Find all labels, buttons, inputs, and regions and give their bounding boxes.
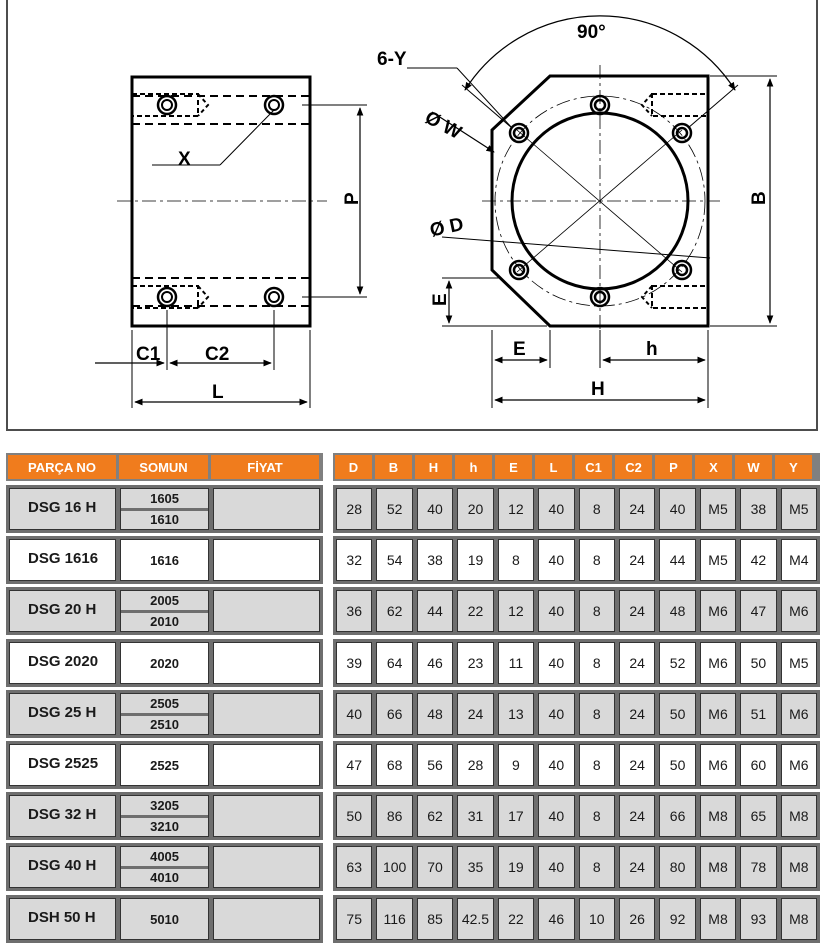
left-table-header [6, 453, 323, 481]
value-w: 51 [740, 693, 776, 735]
nut-code-cell [120, 744, 208, 786]
table-row-values [333, 895, 820, 943]
value-w: 93 [740, 898, 776, 940]
value-c1: 8 [579, 693, 615, 735]
value-c2: 24 [619, 846, 655, 888]
value-y: M8 [781, 898, 817, 940]
value-c1: 8 [579, 590, 615, 632]
side-view-body [132, 77, 310, 326]
value-c2: 24 [619, 642, 655, 684]
value-w: 65 [740, 795, 776, 837]
value-d: 47 [336, 744, 372, 786]
value-w: 60 [740, 744, 776, 786]
nut-code: 2505 [121, 694, 207, 716]
price-cell[interactable] [213, 488, 320, 530]
part-number: DSG 40 H [9, 846, 116, 888]
value-c1: 8 [579, 539, 615, 581]
table-row-values [333, 587, 820, 635]
value-l: 40 [538, 744, 574, 786]
value-e: 12 [498, 590, 534, 632]
price-cell[interactable] [213, 744, 320, 786]
price-cell[interactable] [213, 846, 320, 888]
nut-code-cell [120, 539, 208, 581]
label-6y: 6-Y [377, 49, 407, 70]
nut-code: 2005 [121, 591, 207, 613]
header-h: h [455, 455, 492, 479]
value-p: 50 [659, 744, 695, 786]
price-cell[interactable] [213, 642, 320, 684]
value-h: 35 [457, 846, 493, 888]
value-w: 47 [740, 590, 776, 632]
value-d: 36 [336, 590, 372, 632]
value-c2: 24 [619, 539, 655, 581]
label-c2: C2 [205, 344, 230, 365]
header-l: L [535, 455, 572, 479]
value-p: 66 [659, 795, 695, 837]
nut-code: 4005 [121, 847, 207, 869]
nut-code: 1610 [150, 512, 180, 528]
label-x: X [178, 149, 191, 170]
value-h: 44 [417, 590, 453, 632]
value-c2: 24 [619, 795, 655, 837]
value-h: 28 [457, 744, 493, 786]
header-x: X [695, 455, 732, 479]
table-row [6, 587, 323, 635]
value-y: M8 [781, 795, 817, 837]
nut-code: 2010 [150, 614, 180, 630]
value-h: 70 [417, 846, 453, 888]
value-x: M6 [700, 590, 736, 632]
nut-code-cell [120, 795, 208, 837]
value-b: 52 [376, 488, 412, 530]
value-d: 32 [336, 539, 372, 581]
part-number: DSG 32 H [9, 795, 116, 837]
value-b: 62 [376, 590, 412, 632]
value-c1: 10 [579, 898, 615, 940]
value-h: 48 [417, 693, 453, 735]
value-e: 8 [498, 539, 534, 581]
value-x: M5 [700, 539, 736, 581]
value-h: 23 [457, 642, 493, 684]
value-c1: 8 [579, 488, 615, 530]
header-y: Y [775, 455, 812, 479]
value-e: 19 [498, 846, 534, 888]
value-e: 12 [498, 488, 534, 530]
value-x: M6 [700, 693, 736, 735]
value-p: 52 [659, 642, 695, 684]
value-y: M6 [781, 590, 817, 632]
value-p: 92 [659, 898, 695, 940]
header-part-no: PARÇA NO [8, 455, 116, 479]
table-row [6, 792, 323, 840]
nut-code: 1616 [150, 552, 180, 568]
value-x: M5 [700, 488, 736, 530]
value-h: 62 [417, 795, 453, 837]
value-b: 100 [376, 846, 412, 888]
table-row-values [333, 485, 820, 533]
header-c1: C1 [575, 455, 612, 479]
value-b: 66 [376, 693, 412, 735]
table-row [6, 843, 323, 891]
header-h: H [415, 455, 452, 479]
value-d: 28 [336, 488, 372, 530]
value-p: 40 [659, 488, 695, 530]
value-c2: 24 [619, 744, 655, 786]
table-row-values [333, 843, 820, 891]
label-angle: 90° [577, 22, 606, 43]
value-y: M6 [781, 744, 817, 786]
value-e: 9 [498, 744, 534, 786]
value-l: 40 [538, 488, 574, 530]
value-h: 46 [417, 642, 453, 684]
label-l: L [212, 382, 224, 403]
value-h: 42.5 [457, 898, 493, 940]
value-w: 50 [740, 642, 776, 684]
value-b: 54 [376, 539, 412, 581]
part-number: DSG 20 H [9, 590, 116, 632]
part-number: DSH 50 H [9, 898, 116, 940]
nut-code-cell [120, 898, 208, 940]
value-h: 19 [457, 539, 493, 581]
value-x: M8 [700, 795, 736, 837]
nut-code: 3210 [150, 819, 180, 835]
value-b: 64 [376, 642, 412, 684]
table-row [6, 485, 323, 533]
value-h: 38 [417, 539, 453, 581]
nut-code-cell [120, 642, 208, 684]
label-c1: C1 [136, 344, 161, 365]
value-y: M5 [781, 488, 817, 530]
value-c1: 8 [579, 795, 615, 837]
header-p: P [655, 455, 692, 479]
nut-code-cell [120, 488, 208, 530]
value-h: 31 [457, 795, 493, 837]
label-p: P [342, 192, 363, 205]
value-c2: 24 [619, 590, 655, 632]
table-row-values [333, 639, 820, 687]
value-e: 17 [498, 795, 534, 837]
price-cell[interactable] [213, 898, 320, 940]
label-e-vertical: E [430, 293, 451, 306]
value-x: M8 [700, 846, 736, 888]
value-d: 40 [336, 693, 372, 735]
value-d: 63 [336, 846, 372, 888]
value-e: 11 [498, 642, 534, 684]
table-row [6, 536, 323, 584]
value-p: 44 [659, 539, 695, 581]
technical-drawing [6, 0, 818, 431]
value-h: 22 [457, 590, 493, 632]
value-l: 40 [538, 590, 574, 632]
label-h-small: h [646, 339, 658, 360]
header-e: E [495, 455, 532, 479]
header-price: FİYAT [211, 455, 319, 479]
value-e: 13 [498, 693, 534, 735]
nut-code: 2020 [150, 655, 180, 671]
value-y: M5 [781, 642, 817, 684]
part-number: DSG 25 H [9, 693, 116, 735]
value-x: M6 [700, 642, 736, 684]
value-w: 78 [740, 846, 776, 888]
nut-code: 1605 [121, 489, 207, 511]
nut-code-cell [120, 693, 208, 735]
value-c2: 26 [619, 898, 655, 940]
header-d: D [335, 455, 372, 479]
value-w: 42 [740, 539, 776, 581]
value-p: 80 [659, 846, 695, 888]
part-number: DSG 2020 [9, 642, 116, 684]
value-l: 40 [538, 795, 574, 837]
nut-code: 2525 [150, 757, 180, 773]
header-c2: C2 [615, 455, 652, 479]
value-d: 39 [336, 642, 372, 684]
value-y: M4 [781, 539, 817, 581]
table-row-values [333, 536, 820, 584]
table-row [6, 895, 323, 943]
value-h: 85 [417, 898, 453, 940]
label-b: B [749, 191, 770, 205]
value-d: 50 [336, 795, 372, 837]
table-row-values [333, 741, 820, 789]
value-h: 24 [457, 693, 493, 735]
header-nut: SOMUN [119, 455, 208, 479]
value-l: 40 [538, 539, 574, 581]
value-p: 50 [659, 693, 695, 735]
value-l: 40 [538, 642, 574, 684]
nut-code-cell [120, 590, 208, 632]
value-c1: 8 [579, 744, 615, 786]
nut-code-cell [120, 846, 208, 888]
label-d: Ø D [428, 213, 466, 242]
value-x: M6 [700, 744, 736, 786]
table-row-values [333, 792, 820, 840]
table-row [6, 741, 323, 789]
value-b: 116 [376, 898, 412, 940]
value-c1: 8 [579, 642, 615, 684]
value-p: 48 [659, 590, 695, 632]
part-number: DSG 1616 [9, 539, 116, 581]
value-b: 86 [376, 795, 412, 837]
value-l: 40 [538, 693, 574, 735]
right-table-header [333, 453, 820, 481]
value-w: 38 [740, 488, 776, 530]
part-number: DSG 2525 [9, 744, 116, 786]
header-w: W [735, 455, 772, 479]
value-c1: 8 [579, 846, 615, 888]
part-number: DSG 16 H [9, 488, 116, 530]
value-h: 20 [457, 488, 493, 530]
value-c2: 24 [619, 488, 655, 530]
drawing-svg [8, 0, 820, 431]
value-d: 75 [336, 898, 372, 940]
nut-code: 5010 [150, 911, 180, 927]
value-y: M6 [781, 693, 817, 735]
value-e: 22 [498, 898, 534, 940]
table-row [6, 639, 323, 687]
nut-code: 4010 [150, 870, 180, 886]
label-e-horizontal: E [513, 339, 526, 360]
table-row-values [333, 690, 820, 738]
value-l: 46 [538, 898, 574, 940]
value-l: 40 [538, 846, 574, 888]
value-h: 40 [417, 488, 453, 530]
label-h-big: H [591, 379, 605, 400]
label-w: Ø W [421, 107, 465, 144]
price-cell[interactable] [213, 539, 320, 581]
nut-code: 2510 [150, 717, 180, 733]
value-c2: 24 [619, 693, 655, 735]
value-h: 56 [417, 744, 453, 786]
header-b: B [375, 455, 412, 479]
value-y: M8 [781, 846, 817, 888]
price-cell[interactable] [213, 795, 320, 837]
value-b: 68 [376, 744, 412, 786]
price-cell[interactable] [213, 693, 320, 735]
nut-code: 3205 [121, 796, 207, 818]
table-row [6, 690, 323, 738]
price-cell[interactable] [213, 590, 320, 632]
value-x: M8 [700, 898, 736, 940]
